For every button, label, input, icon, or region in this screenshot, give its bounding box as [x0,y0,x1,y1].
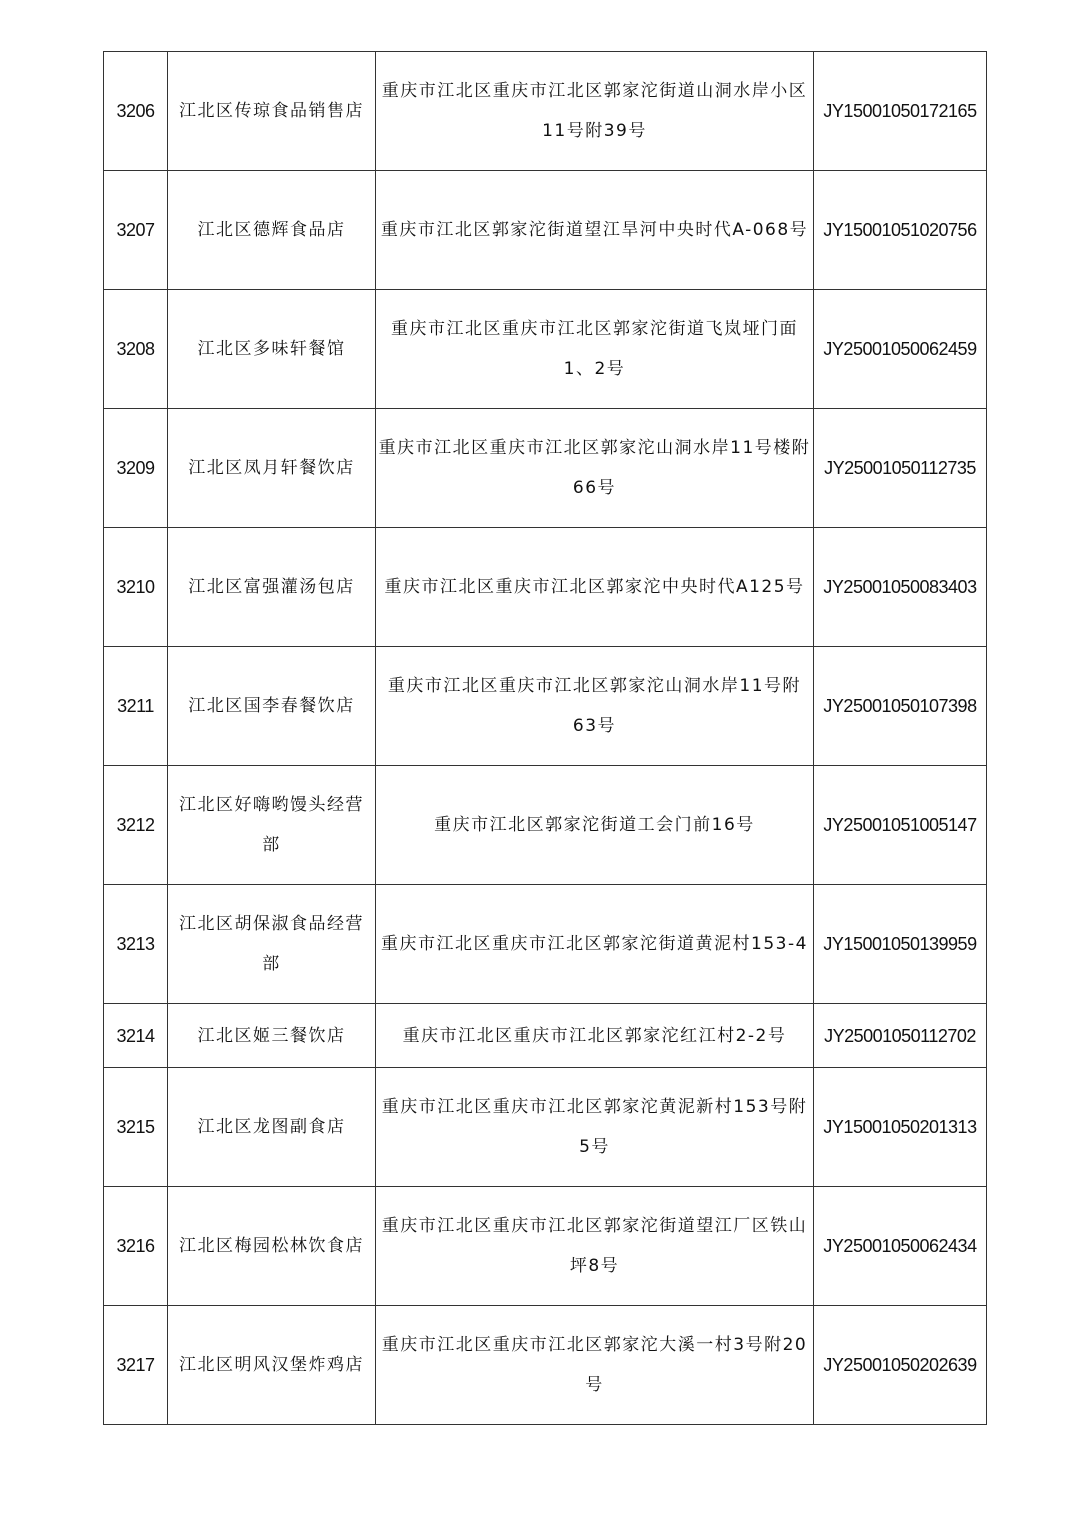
store-name: 江北区姬三餐饮店 [168,1004,376,1068]
table-row [104,1306,987,1425]
row-number: 3213 [104,885,168,1004]
license-number: JY15001050201313 [814,1068,987,1187]
row-number: 3217 [104,1306,168,1425]
license-number: JY25001050062434 [814,1187,987,1306]
store-name: 江北区好嗨哟馒头经营部 [168,766,376,885]
row-number: 3215 [104,1068,168,1187]
row-number: 3207 [104,171,168,290]
license-number: JY15001051020756 [814,171,987,290]
store-name: 江北区德辉食品店 [168,171,376,290]
store-name: 江北区梅园松林饮食店 [168,1187,376,1306]
license-table [103,51,987,1425]
store-address: 重庆市江北区重庆市江北区郭家沱街道望江厂区铁山坪8号 [376,1187,814,1306]
table-row [104,528,987,647]
row-number: 3216 [104,1187,168,1306]
store-address: 重庆市江北区重庆市江北区郭家沱中央时代A125号 [376,528,814,647]
store-address: 重庆市江北区重庆市江北区郭家沱街道飞岚垭门面1、2号 [376,290,814,409]
store-address: 重庆市江北区郭家沱街道工会门前16号 [376,766,814,885]
store-address: 重庆市江北区重庆市江北区郭家沱红江村2-2号 [376,1004,814,1068]
table-row [104,766,987,885]
license-number: JY25001050107398 [814,647,987,766]
table-row [104,52,987,171]
row-number: 3209 [104,409,168,528]
store-address: 重庆市江北区重庆市江北区郭家沱街道山洞水岸小区11号附39号 [376,52,814,171]
license-number: JY15001050172165 [814,52,987,171]
license-number: JY25001050112735 [814,409,987,528]
row-number: 3210 [104,528,168,647]
store-address: 重庆市江北区重庆市江北区郭家沱黄泥新村153号附5号 [376,1068,814,1187]
license-number: JY25001050112702 [814,1004,987,1068]
store-address: 重庆市江北区重庆市江北区郭家沱山洞水岸11号附63号 [376,647,814,766]
store-name: 江北区多味轩餐馆 [168,290,376,409]
table-row [104,171,987,290]
table-row [104,1187,987,1306]
table-row [104,1068,987,1187]
license-number: JY15001050139959 [814,885,987,1004]
store-name: 江北区国李春餐饮店 [168,647,376,766]
license-number: JY25001050062459 [814,290,987,409]
row-number: 3212 [104,766,168,885]
store-name: 江北区明风汉堡炸鸡店 [168,1306,376,1425]
table-row [104,290,987,409]
store-name: 江北区龙图副食店 [168,1068,376,1187]
store-name: 江北区传琼食品销售店 [168,52,376,171]
store-name: 江北区富强灌汤包店 [168,528,376,647]
row-number: 3211 [104,647,168,766]
store-address: 重庆市江北区重庆市江北区郭家沱街道黄泥村153-4 [376,885,814,1004]
store-address: 重庆市江北区重庆市江北区郭家沱山洞水岸11号楼附66号 [376,409,814,528]
table-row [104,409,987,528]
store-name: 江北区凤月轩餐饮店 [168,409,376,528]
store-address: 重庆市江北区重庆市江北区郭家沱大溪一村3号附20号 [376,1306,814,1425]
row-number: 3206 [104,52,168,171]
store-name: 江北区胡保淑食品经营部 [168,885,376,1004]
license-number: JY25001050083403 [814,528,987,647]
row-number: 3208 [104,290,168,409]
table-row [104,885,987,1004]
store-address: 重庆市江北区郭家沱街道望江旱河中央时代A-068号 [376,171,814,290]
license-number: JY25001051005147 [814,766,987,885]
license-number: JY25001050202639 [814,1306,987,1425]
table-row [104,1004,987,1068]
table-row [104,647,987,766]
row-number: 3214 [104,1004,168,1068]
